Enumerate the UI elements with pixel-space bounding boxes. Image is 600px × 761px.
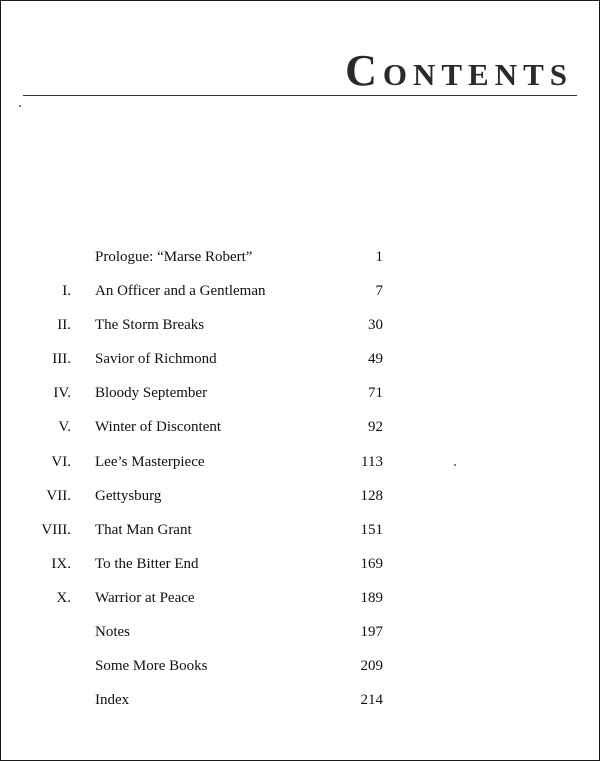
toc-entry-chapter-4[interactable]: [1, 383, 600, 417]
page-number: 49: [368, 351, 383, 368]
page-number: 92: [368, 419, 383, 436]
toc-entry-chapter-10[interactable]: [1, 588, 600, 622]
chapter-title: Gettysburg: [95, 487, 162, 504]
chapter-title: Lee’s Masterpiece: [95, 453, 205, 470]
toc-entry-notes[interactable]: [1, 622, 600, 656]
chapter-title: Winter of Discontent: [95, 419, 222, 436]
toc-entry-chapter-8[interactable]: [1, 520, 600, 554]
title-rule-divider: [23, 95, 577, 96]
chapter-numeral: VI.: [51, 453, 71, 470]
chapter-title: Some More Books: [95, 658, 208, 675]
toc-entry-prologue[interactable]: [1, 247, 600, 281]
toc-entry-chapter-9[interactable]: [1, 554, 600, 588]
chapter-numeral: III.: [52, 351, 71, 368]
page-number: 30: [368, 317, 383, 334]
toc-entry-chapter-6[interactable]: [1, 452, 600, 486]
page-number: 1: [375, 249, 383, 265]
chapter-numeral: I.: [62, 283, 71, 300]
page-number: 71: [368, 385, 383, 402]
chapter-title: That Man Grant: [95, 521, 192, 538]
page-title: Contents: [345, 46, 573, 95]
chapter-title: Index: [95, 692, 130, 709]
chapter-title: Prologue: “Marse Robert”: [95, 249, 253, 265]
chapter-numeral: VIII.: [41, 521, 71, 538]
chapter-numeral: IV.: [53, 385, 71, 402]
chapter-title: Savior of Richmond: [95, 351, 217, 368]
page-number: 128: [360, 487, 383, 504]
chapter-title: An Officer and a Gentleman: [95, 283, 266, 300]
chapter-title: To the Bitter End: [95, 555, 199, 572]
chapter-title: Notes: [95, 624, 130, 641]
toc-entry-chapter-7[interactable]: [1, 486, 600, 520]
page-number: 197: [360, 624, 383, 641]
toc-entry-chapter-2[interactable]: [1, 315, 600, 349]
page-number: 214: [360, 692, 383, 709]
chapter-numeral: VII.: [46, 487, 71, 504]
page-number: 151: [360, 521, 383, 538]
chapter-title: The Storm Breaks: [95, 317, 205, 334]
toc-entry-chapter-5[interactable]: [1, 417, 600, 451]
chapter-numeral: IX.: [51, 555, 71, 572]
chapter-title: Bloody September: [95, 385, 208, 402]
chapter-numeral: V.: [58, 419, 71, 436]
chapter-title: Warrior at Peace: [95, 589, 195, 606]
toc-entry-index[interactable]: [1, 690, 600, 724]
toc-entry-some-more-books[interactable]: [1, 656, 600, 690]
page-number: 189: [360, 589, 383, 606]
scan-speck: [19, 105, 21, 107]
table-of-contents: [1, 247, 600, 724]
page-number: 113: [361, 453, 383, 470]
chapter-numeral: X.: [56, 589, 71, 606]
toc-entry-chapter-3[interactable]: [1, 349, 600, 383]
chapter-numeral: II.: [57, 317, 71, 334]
page-number: 169: [360, 555, 383, 572]
page-number: 7: [375, 283, 383, 300]
toc-entry-chapter-1[interactable]: [1, 281, 600, 315]
page-number: 209: [360, 658, 383, 675]
